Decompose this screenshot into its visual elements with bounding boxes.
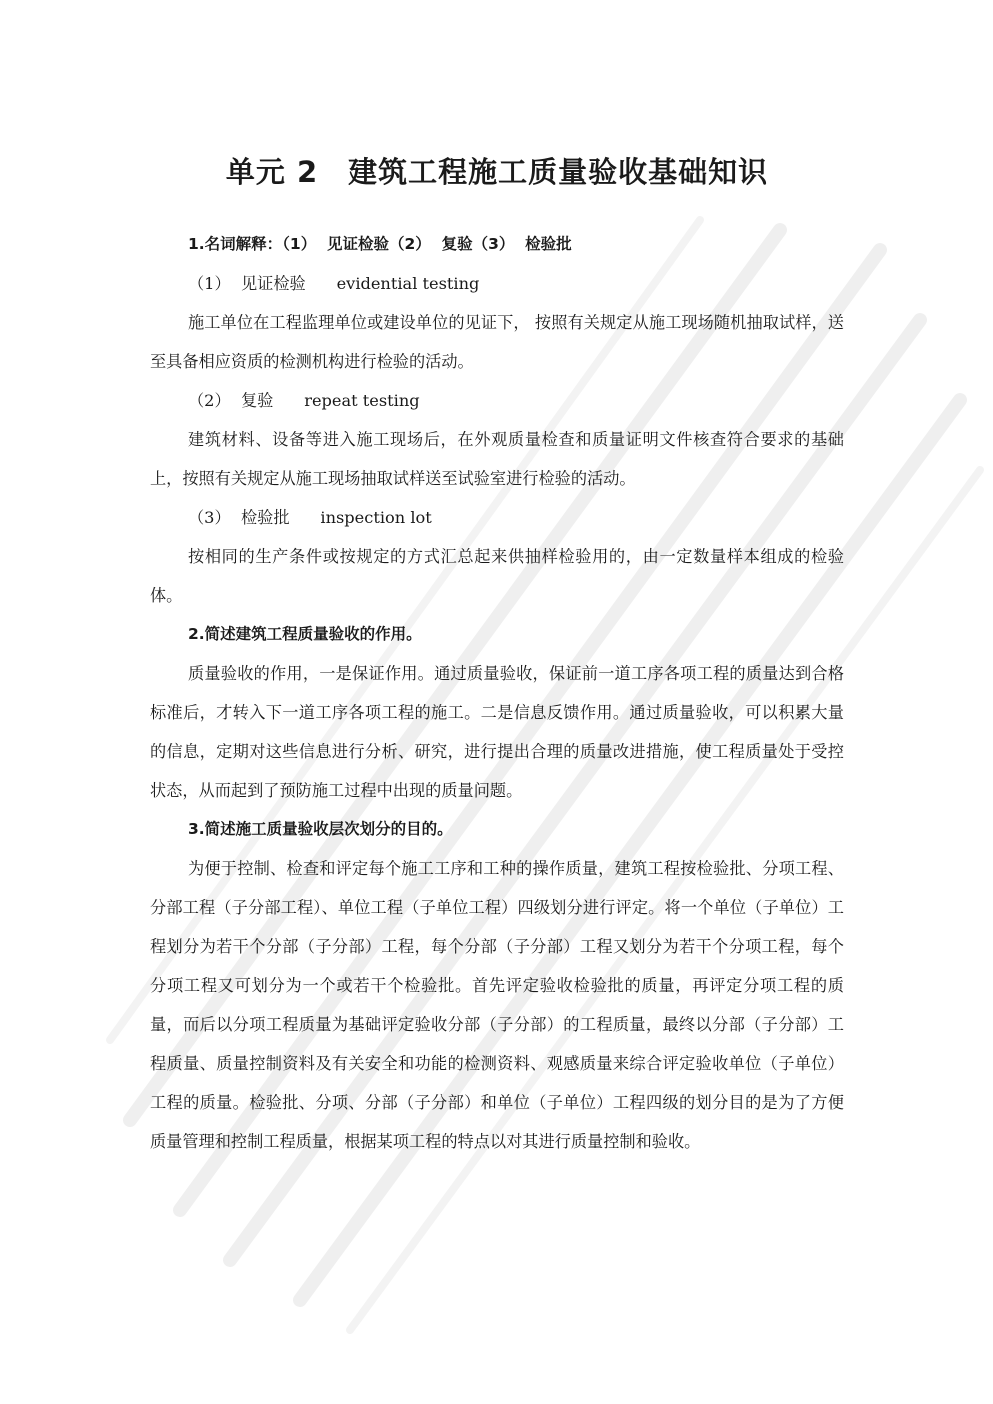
- question-3-heading: 3.简述施工质量验收层次划分的目的。: [188, 820, 453, 838]
- term-1-definition: 施工单位在工程监理单位或建设单位的见证下， 按照有关规定从施工现场随机抽取试样，送至具备相应资质的检测机构进行检验的活动。: [150, 313, 844, 371]
- question-3-answer: 为便于控制、检查和评定每个施工工序和工种的操作质量，建筑工程按检验批、分项工程、分部工程（子分部工程）、单位工程（子单位工程）四级划分进行评定。将一个单位（子单位）工程划分为若干个分部（子分部）工程，每个分部（子分部）工程又划分为若干个分项工程，每个分项工程又可划分为一个或若干个检验批。首先评定验收检验批的质量，再评定分项工程的质量，而后以分项工程质量为基础评定验收分部（子分部）的工程质量，最终以分部（子分部）工程质量、质量控制资料及有关安全和功能的检测资料、观感质量来综合评定验收单位（子单位）工程的质量。检验批、分项、分部（子分部）和单位（子单位）工程四级的划分目的是为了方便质量管理和控制工程质量，根据某项工程的特点以对其进行质量控制和验收。: [150, 859, 844, 1151]
- question-1-heading: 1.名词解释：（1） 见证检验（2） 复验（3） 检验批: [188, 235, 572, 253]
- term-1-label: （1） 见证检验 evidential testing: [188, 274, 480, 293]
- term-2-definition: 建筑材料、设备等进入施工现场后，在外观质量检查和质量证明文件核查符合要求的基础上，按照有关规定从施工现场抽取试样送至试验室进行检验的活动。: [150, 430, 844, 488]
- document-page: [150, 140, 844, 1161]
- question-2-heading: 2.简述建筑工程质量验收的作用。: [188, 625, 422, 643]
- page-title: 单元 2 建筑工程施工质量验收基础知识: [225, 155, 769, 189]
- question-2-answer: 质量验收的作用，一是保证作用。通过质量验收，保证前一道工序各项工程的质量达到合格标准后，才转入下一道工序各项工程的施工。二是信息反馈作用。通过质量验收，可以积累大量的信息，定期对这些信息进行分析、研究，进行提出合理的质量改进措施，使工程质量处于受控状态，从而起到了预防施工过程中出现的质量问题。: [150, 664, 844, 800]
- term-3-label: （3） 检验批 inspection lot: [188, 508, 432, 527]
- term-2-label: （2） 复验 repeat testing: [188, 391, 420, 410]
- term-3-definition: 按相同的生产条件或按规定的方式汇总起来供抽样检验用的，由一定数量样本组成的检验体。: [150, 547, 844, 605]
